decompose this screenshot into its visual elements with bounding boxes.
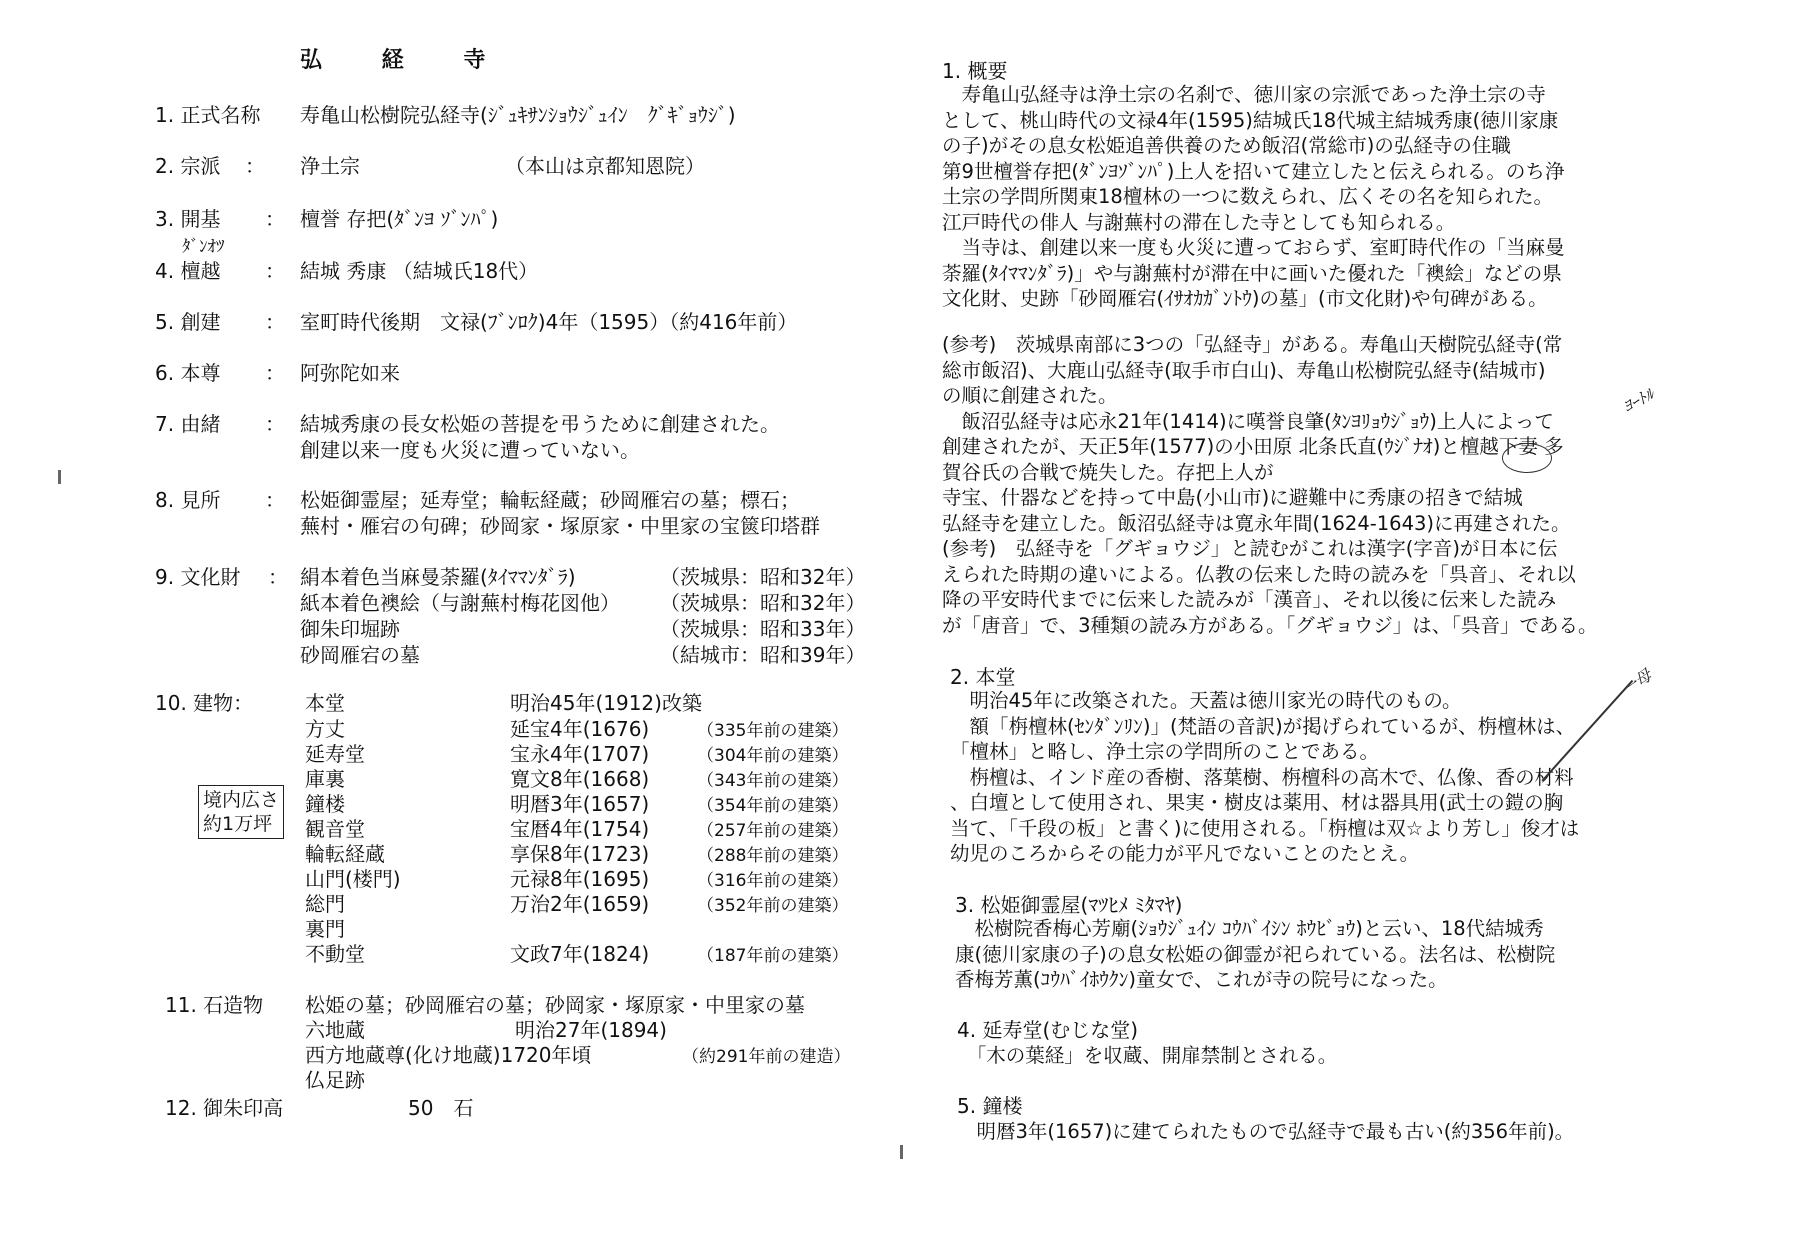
item-value: 浄土宗 — [300, 154, 360, 178]
cultural-property-name: 紙本着色襖絵（与謝蕪村梅花図他） — [300, 591, 620, 615]
item-value: 結城秀康の長女松姫の菩提を弔うために創建された。 — [300, 412, 780, 436]
item-colon: ： — [265, 310, 285, 334]
building-name: 山門(楼門) — [305, 867, 401, 891]
item-colon: ： — [265, 361, 285, 385]
item-label: 1. 正式名称 — [155, 103, 261, 127]
item-colon: ： — [268, 565, 288, 589]
building-name: 延寿堂 — [305, 742, 365, 766]
item-label: 8. 見所 — [155, 488, 221, 512]
stone-item: 六地蔵 — [305, 1018, 365, 1042]
stone-item: 松姫の墓；砂岡雁宕の墓；砂岡家・塚原家・中里家の墓 — [305, 993, 805, 1017]
building-age: （335年前の建築） — [697, 721, 849, 741]
building-name: 輪転経蔵 — [305, 842, 385, 866]
building-name: 不動堂 — [305, 942, 365, 966]
item-label: 4. 檀越 — [155, 259, 221, 283]
building-age: （304年前の建築） — [697, 746, 849, 766]
item-colon: ： — [265, 412, 285, 436]
building-date: 明治45年(1912)改築 — [510, 691, 702, 715]
cultural-property-name: 絹本着色当麻曼荼羅(ﾀｲﾏﾏﾝﾀﾞﾗ) — [300, 565, 576, 589]
item-value: 寿亀山松樹院弘経寺(ｼﾞｭｷｻﾝｼｮｳｼﾞｭｲﾝ ｸﾞｷﾞｮｳｼﾞ) — [300, 103, 736, 127]
handwritten-circle — [1502, 443, 1552, 473]
page-title: 弘 経 寺 — [300, 48, 512, 73]
building-name: 裏門 — [305, 917, 345, 941]
item-label: 10. 建物： — [155, 691, 254, 715]
item-colon: ： — [245, 154, 265, 178]
stone-item: 西方地蔵尊(化け地蔵)1720年頃 — [305, 1043, 592, 1067]
cultural-property-designation: （茨城県：昭和33年） — [660, 617, 866, 641]
building-name: 本堂 — [305, 691, 345, 715]
building-name: 観音堂 — [305, 817, 365, 841]
scan-speck — [58, 470, 61, 484]
building-name: 方丈 — [305, 717, 345, 741]
item-label: 2. 宗派 — [155, 154, 221, 178]
item-value: 結城 秀康 （結城氏18代） — [300, 259, 539, 283]
grounds-area-box — [198, 785, 284, 839]
handwritten-note: 一母 — [1618, 665, 1656, 700]
cultural-property-designation: （結城市：昭和39年） — [660, 643, 866, 667]
item-value: 創建以来一度も火災に遭っていない。 — [300, 438, 640, 462]
item-value: 阿弥陀如来 — [300, 361, 400, 385]
cultural-property-name: 砂岡雁宕の墓 — [300, 643, 420, 667]
building-age: （187年前の建築） — [697, 946, 849, 966]
item-value: 檀誉 存把(ﾀﾞﾝﾖ ｿﾞﾝﾊﾟ) — [300, 207, 499, 231]
scan-speck — [900, 1145, 903, 1159]
item-value: 松姫御霊屋；延寿堂；輪転経蔵；砂岡雁宕の墓；標石； — [300, 488, 800, 512]
item-label: 7. 由緒 — [155, 412, 221, 436]
building-name: 鐘楼 — [305, 792, 345, 816]
building-name: 総門 — [305, 892, 345, 916]
section-body: 明治45年に改築された。天蓋は徳川家光の時代のもの。 額「栴檀林(ｾﾝﾀﾞﾝﾘﾝ)」(梵語の音訳)が掲げられているが、栴檀林は、 「檀林」と略し、浄土宗の学問所のことである。 栴檀は、インド産の香樹、落葉樹、栴檀科の高木で、仏像、香の材料 、白壇として使用され、果実・樹皮は薬用、材は器具用(武士の鎧の胸 当て、「千段の板」と書く)に使用される。「栴檀は双☆より芳し」俊才は 幼児のころからその能力が平凡でないことのたとえ。 — [950, 689, 1580, 865]
stone-item: 仏足跡 — [305, 1068, 365, 1092]
item-label: 6. 本尊 — [155, 361, 221, 385]
building-age: （354年前の建築） — [697, 796, 849, 816]
section-heading: 4. 延寿堂(むじな堂) — [957, 1018, 1139, 1042]
building-age: （343年前の建築） — [697, 771, 849, 791]
building-date: 宝暦4年(1754) — [510, 817, 650, 841]
building-date: 寛文8年(1668) — [510, 767, 650, 791]
item-value: 室町時代後期 文禄(ﾌﾞﾝﾛｸ)4年（1595）（約416年前） — [300, 310, 798, 334]
grounds-area-label: 境内広さ — [203, 789, 280, 811]
building-name: 庫裏 — [305, 767, 345, 791]
building-age: （352年前の建築） — [697, 896, 849, 916]
handwritten-note: ﾖｰﾄﾙ — [1619, 384, 1658, 417]
item-label: 12. 御朱印高 — [165, 1096, 284, 1120]
item-extra: （本山は京都知恩院） — [505, 154, 705, 178]
item-value: 50 石 — [408, 1096, 474, 1120]
item-value: 蕪村・雁宕の句碑；砂岡家・塚原家・中里家の宝篋印塔群 — [300, 514, 820, 538]
item-label: 9. 文化財 — [155, 565, 241, 589]
building-age: （257年前の建築） — [697, 821, 849, 841]
building-date: 元禄8年(1695) — [510, 867, 650, 891]
building-age: （316年前の建築） — [697, 871, 849, 891]
section-body: 寿亀山弘経寺は浄土宗の名刹で、徳川家の宗派であった浄土宗の寺 として、桃山時代の文禄4年(1595)結城氏18代城主結城秀康(徳川家康 の子)がその息女松姫追善供養のため飯沼(常総市)の弘経寺の住職 第9世檀誉存把(ﾀﾞﾝﾖｿﾞﾝﾊﾟ)上人を招いて建立したと伝えられる。のち浄 土宗の学問所関東18檀林の一つに数えられ、広くその名を知られた。 江戸時代の俳人 与謝蕪村の滞在した寺としても知られる。 当寺は、創建以来一度も火災に遭っておらず、室町時代作の「当麻曼 荼羅(ﾀｲﾏﾏﾝﾀﾞﾗ)」や与謝蕪村が滞在中に画いた優れた「襖絵」などの県 文化財、史跡「砂岡雁宕(ｲｻｵｶｶﾞﾝﾄｳ)の墓」(市文化財)や句碑がある。 — [942, 83, 1565, 310]
reference-note: (参考) 茨城県南部に3つの「弘経寺」がある。寿亀山天樹院弘経寺(常 総市飯沼)、大鹿山弘経寺(取手市白山)、寿亀山松樹院弘経寺(結城市) の順に創建された。 飯沼弘経寺は応永21年(1414)に嘆誉良肇(ﾀﾝﾖﾘｮｳｼﾞｮｳ)上人によって 創建されたが、天正5年(1577)の小田原 北条氏直(ｳｼﾞﾅｵ)と檀越下妻 多 賀谷氏の合戦で焼失した。存把上人が 寺宝、什器などを持って中島(小山市)に避難中に秀康の招きで結城 弘経寺を建立した。飯沼弘経寺は寛永年間(1624-1643)に再建された。 (参考) 弘経寺を「グギョウジ」と読むがこれは漢字(字音)が日本に伝 えられた時期の違いによる。仏教の伝来した時の読みを「呉音」、それ以 降の平安時代までに伝来した読みが「漢音」、それ以後に伝来した読み が「唐音」で、3種類の読み方がある。「グギョウジ」は、「呉音」である。 — [942, 333, 1598, 637]
stone-item-note: （約291年前の建造） — [682, 1047, 851, 1067]
section-heading: 1. 概要 — [942, 59, 1008, 83]
item-colon: ： — [265, 207, 285, 231]
section-body: 「木の葉経」を収蔵、開扉禁制とされる。 — [957, 1044, 1338, 1067]
section-body: 明暦3年(1657)に建てられたもので弘経寺で最も古い(約356年前)。 — [957, 1120, 1575, 1143]
section-heading: 2. 本堂 — [950, 665, 1016, 689]
item-label: 5. 創建 — [155, 310, 221, 334]
building-date: 宝永4年(1707) — [510, 742, 650, 766]
section-heading: 3. 松姫御霊屋(ﾏﾂﾋﾒ ﾐﾀﾏﾔ) — [955, 893, 1183, 917]
grounds-area-value: 約1万坪 — [203, 813, 273, 835]
building-date: 延宝4年(1676) — [510, 717, 650, 741]
item-label: 11. 石造物 — [165, 993, 264, 1017]
stone-item-date: 明治27年(1894) — [515, 1018, 667, 1042]
ruby-text: ﾀﾞﾝｵﾂ — [182, 237, 225, 257]
item-label: 3. 開基 — [155, 207, 221, 231]
building-date: 文政7年(1824) — [510, 942, 650, 966]
item-colon: ： — [265, 488, 285, 512]
building-date: 享保8年(1723) — [510, 842, 650, 866]
building-date: 万治2年(1659) — [510, 892, 650, 916]
right-page — [900, 0, 1800, 1233]
cultural-property-name: 御朱印堀跡 — [300, 617, 400, 641]
section-body: 松樹院香梅心芳廟(ｼｮｳｼﾞｭｲﾝ ｺｳﾊﾞｲｼﾝ ﾎｳﾋﾞｮｳ)と云い、18代結城秀 康(徳川家康の子)の息女松姫の御霊が祀られている。法名は、松樹院 香梅芳薫(ｺｳﾊﾞｲﾎｳｸﾝ)童女で、これが寺の院号になった。 — [955, 917, 1556, 991]
item-colon: ： — [265, 259, 285, 283]
cultural-property-designation: （茨城県：昭和32年） — [660, 565, 866, 589]
cultural-property-designation: （茨城県：昭和32年） — [660, 591, 866, 615]
building-date: 明暦3年(1657) — [510, 792, 650, 816]
section-heading: 5. 鐘楼 — [957, 1094, 1023, 1118]
building-age: （288年前の建築） — [697, 846, 849, 866]
